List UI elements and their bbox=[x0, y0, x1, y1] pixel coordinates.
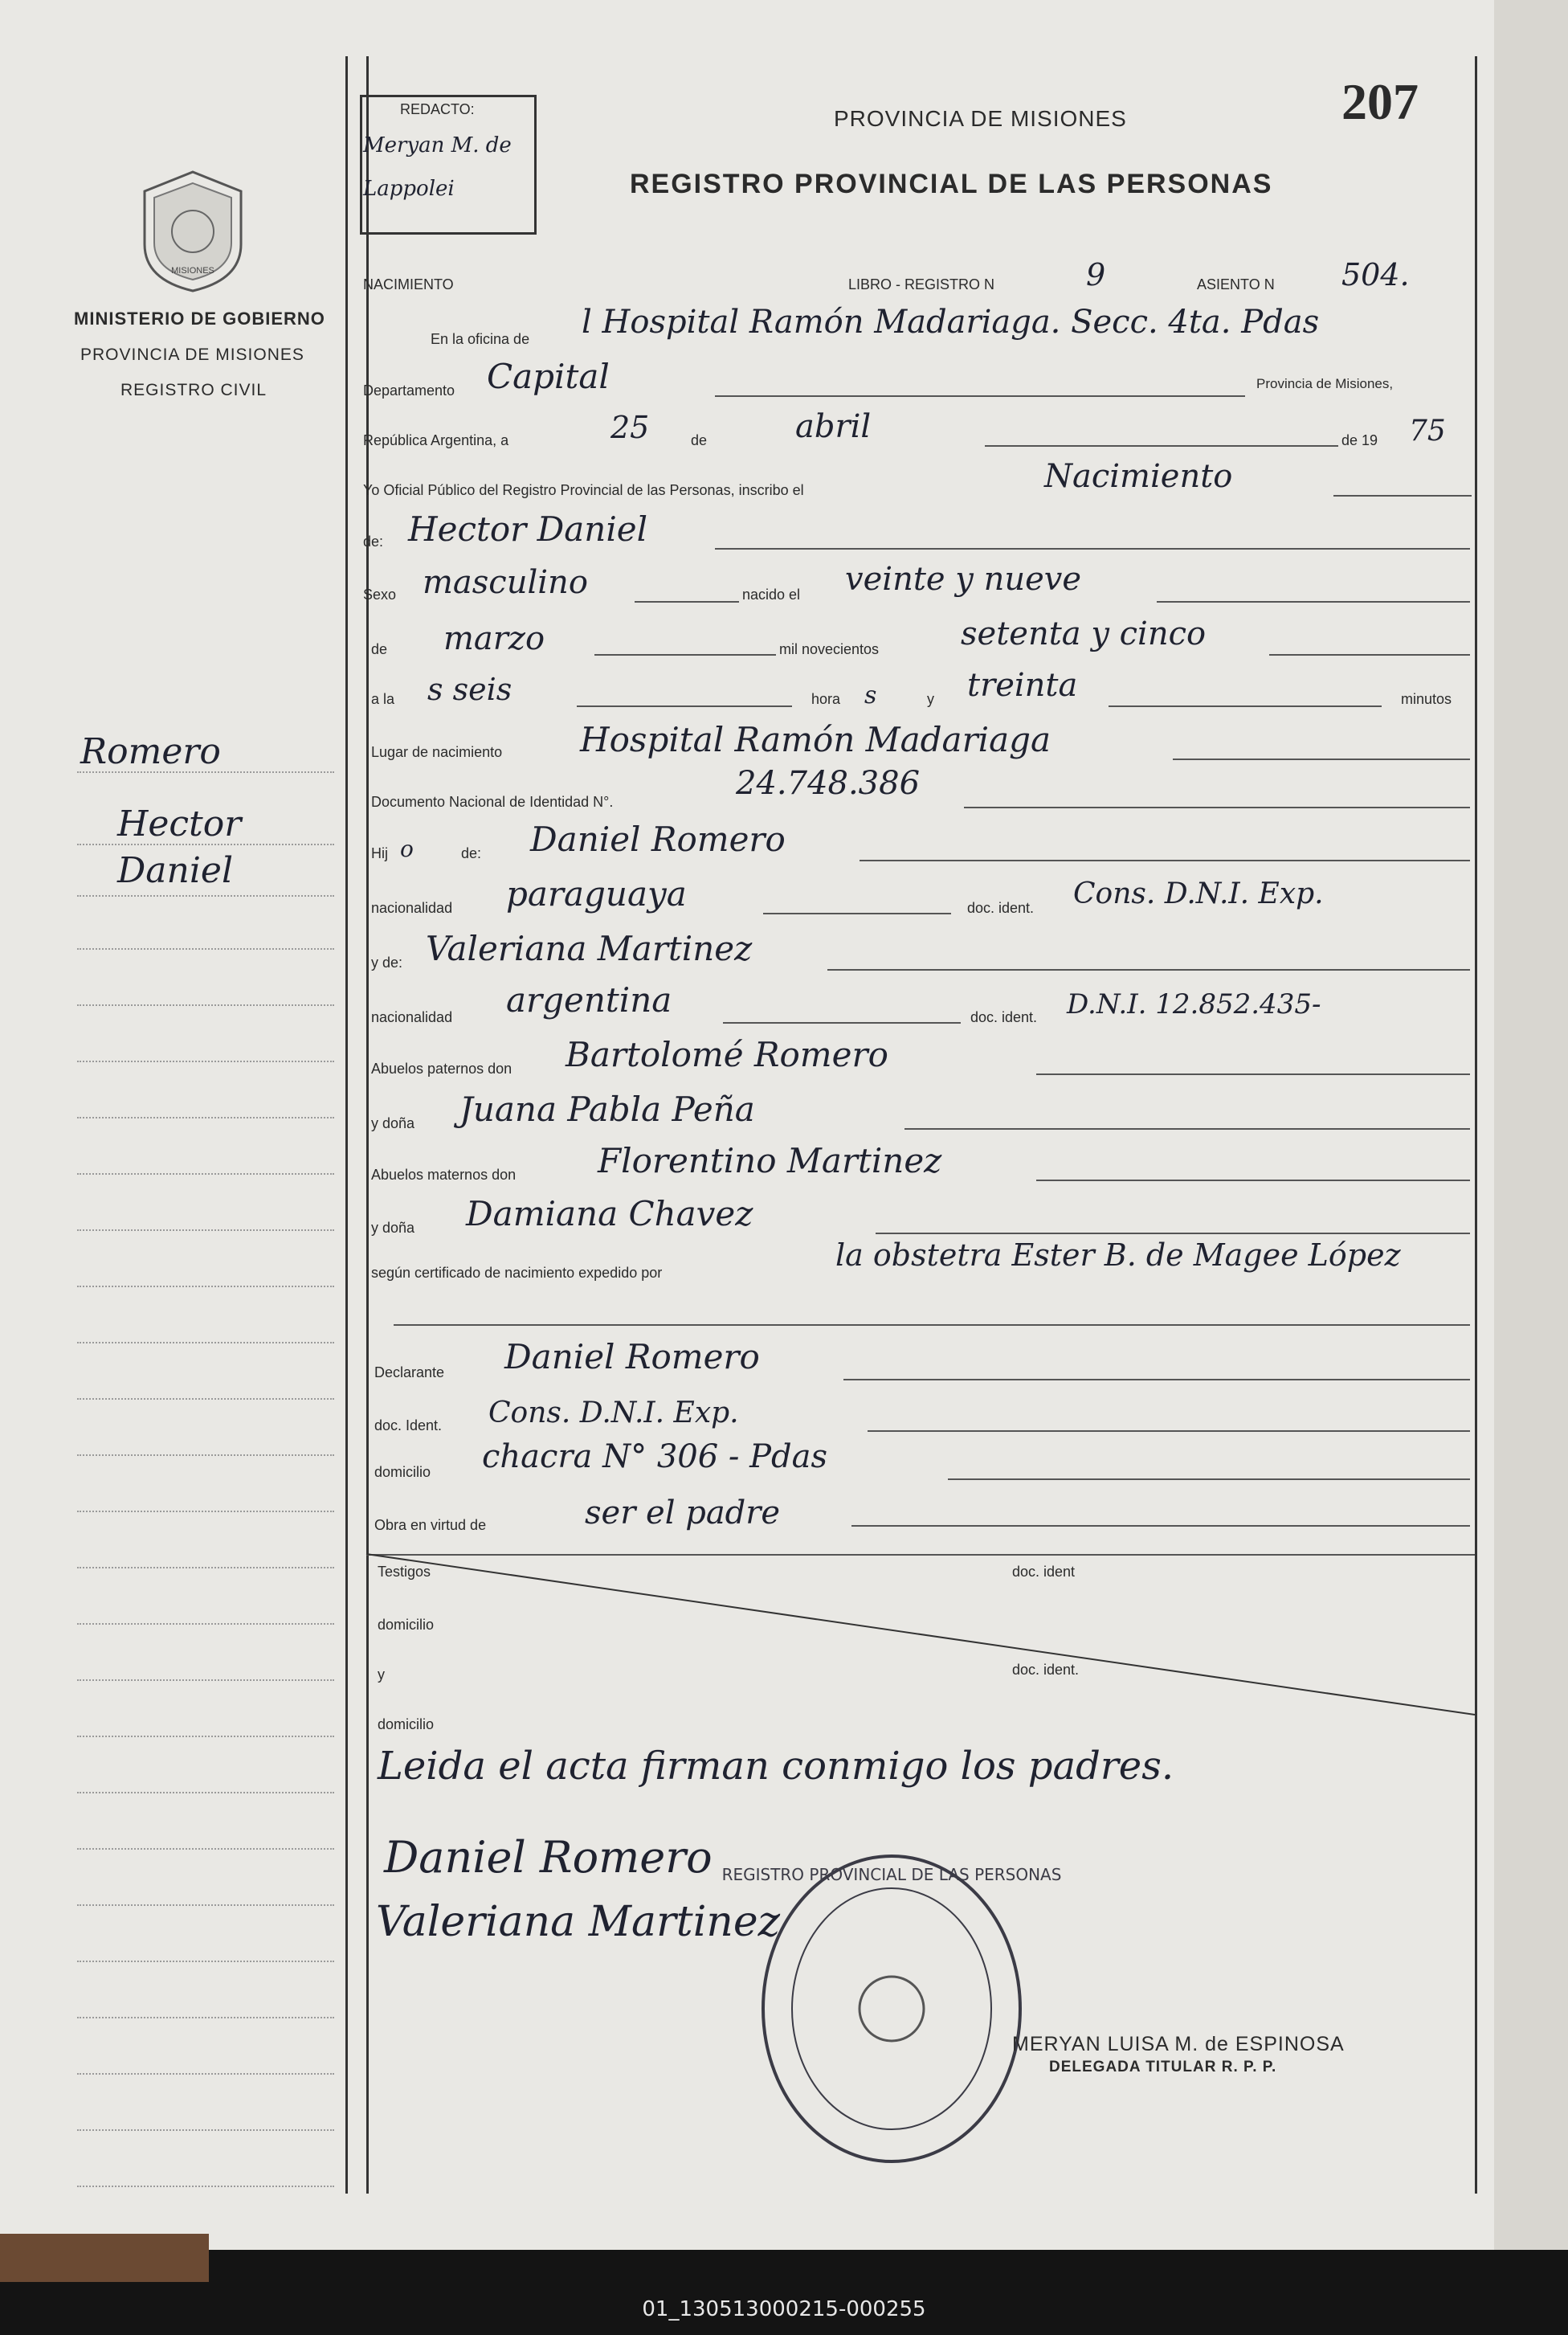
anio-value: 75 bbox=[1409, 415, 1446, 448]
testigo2-y-label: y bbox=[378, 1666, 385, 1683]
dni-label: Documento Nacional de Identidad N°. bbox=[371, 794, 614, 810]
margin-rule bbox=[77, 1904, 334, 1906]
departamento-label: Departamento bbox=[363, 382, 455, 399]
mil-label: mil novecientos bbox=[779, 641, 880, 657]
margin-rule bbox=[77, 1679, 334, 1681]
frame-left-line bbox=[345, 56, 348, 2194]
ministry-seal-icon bbox=[135, 167, 251, 296]
margin-rule bbox=[77, 1004, 334, 1006]
hijo-suffix: o bbox=[400, 836, 414, 862]
margin-rule bbox=[77, 895, 334, 897]
sexo-label: Sexo bbox=[363, 587, 397, 603]
minutos-rule bbox=[1109, 705, 1382, 707]
redacto-value: Meryan M. de Lappolei bbox=[363, 133, 512, 201]
page-edge bbox=[1494, 0, 1568, 2250]
departamento-rule bbox=[715, 395, 1245, 397]
segun-value: la obstetra Ester B. de Magee López bbox=[835, 1237, 1401, 1273]
mes-value: abril bbox=[795, 408, 872, 445]
alas-value: s seis bbox=[427, 672, 512, 707]
republica-label: República Argentina, a bbox=[363, 432, 509, 448]
nacido-value: veinte y nueve bbox=[845, 561, 1082, 598]
abuela-mat-value: Damiana Chavez bbox=[466, 1194, 753, 1233]
alas-rule bbox=[577, 705, 792, 707]
margin-rule bbox=[77, 1736, 334, 1737]
margin-rule bbox=[77, 1229, 334, 1231]
ministry-seal-text: MISIONES bbox=[171, 266, 214, 276]
sexo-value: masculino bbox=[423, 564, 588, 601]
margin-rule bbox=[77, 1511, 334, 1512]
abuela-pat-rule bbox=[904, 1128, 1470, 1130]
sexo-rule bbox=[635, 601, 739, 603]
margin-rule bbox=[77, 2186, 334, 2187]
margin-firstname: Hector bbox=[117, 804, 242, 844]
domicilio-value: chacra N° 306 - Pdas bbox=[482, 1438, 827, 1475]
ministry-province: PROVINCIA DE MISIONES bbox=[80, 346, 304, 364]
oficina-label: En la oficina de bbox=[431, 331, 530, 347]
acto-value: Nacimiento bbox=[1044, 458, 1233, 495]
madre-nac-rule bbox=[723, 1022, 961, 1024]
asiento-value: 504. bbox=[1341, 257, 1410, 292]
hijo-de-label: de: bbox=[461, 845, 482, 861]
y-label: y bbox=[927, 691, 934, 707]
testigo2-docident-label: doc. ident. bbox=[1012, 1662, 1080, 1678]
madre-rule bbox=[827, 969, 1470, 971]
libro-label: LIBRO - REGISTRO N bbox=[848, 276, 995, 292]
declarante-docident-label: doc. Ident. bbox=[374, 1417, 443, 1433]
abuelo-pat-rule bbox=[1036, 1073, 1470, 1075]
margin-rule bbox=[77, 2129, 334, 2131]
registry-title: REGISTRO PROVINCIAL DE LAS PERSONAS bbox=[630, 169, 1273, 199]
segun-label: según certificado de nacimiento expedido por bbox=[371, 1265, 663, 1281]
abuelos-mat-label: Abuelos maternos don bbox=[371, 1167, 517, 1183]
nacido-rule bbox=[1157, 601, 1470, 603]
asiento-label: ASIENTO N bbox=[1197, 276, 1275, 292]
margin-rule bbox=[77, 1848, 334, 1850]
hora-label: hora bbox=[811, 691, 841, 707]
table-surface bbox=[0, 2234, 209, 2282]
image-caption: 01_130513000215-000255 bbox=[642, 2297, 926, 2321]
anio-label: de 19 bbox=[1341, 432, 1378, 448]
margin-rule bbox=[77, 2073, 334, 2075]
margin-rule bbox=[77, 1173, 334, 1175]
yde-label: y de: bbox=[371, 955, 403, 971]
obra-label: Obra en virtud de bbox=[374, 1517, 487, 1533]
padre-doc-value: Cons. D.N.I. Exp. bbox=[1073, 877, 1324, 910]
nombre-rule bbox=[715, 548, 1470, 550]
margin-rule bbox=[77, 1117, 334, 1118]
margin-rule bbox=[77, 1286, 334, 1287]
nacido-label: nacido el bbox=[742, 587, 801, 603]
testigos-cancel-line bbox=[366, 1554, 1475, 1731]
margin-rule bbox=[77, 844, 334, 845]
domicilio-label: domicilio bbox=[374, 1464, 431, 1480]
frame-right-line bbox=[1475, 56, 1477, 2194]
padre-docident-label: doc. ident. bbox=[967, 900, 1035, 916]
dni-rule bbox=[964, 807, 1470, 808]
abuela-pat-value: Juana Pabla Peña bbox=[459, 1090, 755, 1129]
oficina-value: l Hospital Ramón Madariaga. Secc. 4ta. Pdas bbox=[582, 304, 1320, 341]
lugar-rule bbox=[1173, 759, 1470, 760]
act-type-label: NACIMIENTO bbox=[363, 276, 454, 292]
declarante-doc-rule bbox=[868, 1430, 1470, 1432]
abuela-mat-label: y doña bbox=[371, 1220, 415, 1236]
padre-nac-label: nacionalidad bbox=[371, 900, 453, 916]
mes-rule bbox=[985, 445, 1338, 447]
acto-rule bbox=[1333, 495, 1472, 497]
mil-value: setenta y cinco bbox=[961, 615, 1207, 652]
ministry-registry: REGISTRO CIVIL bbox=[120, 381, 267, 399]
provincia-label: Provincia de Misiones, bbox=[1256, 376, 1394, 391]
de-label: de bbox=[691, 432, 708, 448]
declarante-label: Declarante bbox=[374, 1364, 445, 1380]
dni-value: 24.748.386 bbox=[736, 765, 921, 802]
segun-rule bbox=[394, 1324, 1470, 1326]
page-number: 207 bbox=[1341, 73, 1419, 130]
mes-nac-rule bbox=[594, 654, 776, 656]
obra-rule bbox=[851, 1525, 1470, 1527]
abuelo-pat-value: Bartolomé Romero bbox=[566, 1035, 888, 1074]
margin-middlename: Daniel bbox=[117, 850, 234, 891]
madre-docident-label: doc. ident. bbox=[970, 1009, 1038, 1025]
padre-nac-rule bbox=[763, 913, 951, 914]
registry-seal-stamp bbox=[721, 1848, 1062, 2169]
madre-nac-value: argentina bbox=[506, 980, 672, 1020]
nombre-value: Hector Daniel bbox=[408, 509, 648, 549]
abuelo-mat-value: Florentino Martinez bbox=[598, 1141, 942, 1180]
margin-rule bbox=[77, 1398, 334, 1400]
margin-rule bbox=[77, 1567, 334, 1568]
province-header: PROVINCIA DE MISIONES bbox=[834, 106, 1127, 131]
padre-nac-value: paraguaya bbox=[506, 874, 687, 914]
minutos-value: treinta bbox=[967, 667, 1078, 704]
abuela-pat-label: y doña bbox=[371, 1115, 415, 1131]
margin-rule bbox=[77, 1623, 334, 1625]
mes-nac-value: marzo bbox=[443, 620, 545, 657]
lugar-label: Lugar de nacimiento bbox=[371, 744, 503, 760]
official-name: MERYAN LUISA M. de ESPINOSA bbox=[1012, 2033, 1345, 2055]
declarante-doc-value: Cons. D.N.I. Exp. bbox=[488, 1397, 739, 1429]
dia-value: 25 bbox=[610, 410, 650, 445]
margin-rule bbox=[77, 2017, 334, 2018]
frame-inner-line bbox=[366, 56, 369, 2194]
obra-value: ser el padre bbox=[585, 1495, 781, 1531]
abuela-mat-rule bbox=[876, 1233, 1470, 1234]
margin-rule bbox=[77, 771, 334, 773]
oficial-label: Yo Oficial Público del Registro Provincial de las Personas, inscribo el bbox=[363, 482, 804, 498]
margin-rule bbox=[77, 1061, 334, 1062]
margin-rule bbox=[77, 1792, 334, 1793]
margin-rule bbox=[77, 948, 334, 950]
testigo1-domicilio-label: domicilio bbox=[378, 1617, 435, 1633]
signature-mother: Valeriana Martinez bbox=[376, 1898, 780, 1946]
madre-nac-label: nacionalidad bbox=[371, 1009, 453, 1025]
testigo2-domicilio-label: domicilio bbox=[378, 1716, 435, 1732]
mil-rule bbox=[1269, 654, 1470, 656]
padre-value: Daniel Romero bbox=[530, 820, 786, 859]
de-mes-label: de bbox=[371, 641, 388, 657]
seal-text: REGISTRO PROVINCIAL DE LAS PERSONAS bbox=[721, 1865, 1062, 1884]
redacto-label: REDACTO: bbox=[400, 101, 475, 117]
signature-father: Daniel Romero bbox=[384, 1832, 713, 1883]
abuelos-pat-label: Abuelos paternos don bbox=[371, 1061, 512, 1077]
margin-rule bbox=[77, 1961, 334, 1962]
departamento-value: Capital bbox=[487, 357, 610, 396]
abuelo-mat-rule bbox=[1036, 1180, 1470, 1181]
margin-surname: Romero bbox=[80, 731, 221, 772]
hora-suffix: s bbox=[864, 681, 877, 709]
leida-text: Leida el acta firman conmigo los padres. bbox=[378, 1744, 1174, 1789]
libro-value: 9 bbox=[1086, 257, 1106, 292]
padre-rule bbox=[860, 860, 1470, 861]
margin-rule bbox=[77, 1454, 334, 1456]
madre-doc-value: D.N.I. 12.852.435- bbox=[1067, 988, 1321, 1020]
minutos-label: minutos bbox=[1401, 691, 1452, 707]
madre-value: Valeriana Martinez bbox=[426, 929, 753, 968]
lugar-value: Hospital Ramón Madariaga bbox=[580, 720, 1051, 759]
hijo-label: Hij bbox=[371, 845, 388, 861]
ministry-title: MINISTERIO DE GOBIERNO bbox=[74, 309, 325, 329]
declarante-rule bbox=[843, 1379, 1470, 1380]
declarante-value: Daniel Romero bbox=[504, 1337, 760, 1376]
domicilio-rule bbox=[948, 1478, 1470, 1480]
testigos-label: Testigos bbox=[378, 1564, 431, 1580]
alas-label: a la bbox=[371, 691, 395, 707]
de-nombre-label: de: bbox=[363, 534, 384, 550]
official-role: DELEGADA TITULAR R. P. P. bbox=[1049, 2059, 1277, 2075]
margin-rule bbox=[77, 1342, 334, 1343]
testigo1-docident-label: doc. ident bbox=[1012, 1564, 1076, 1580]
